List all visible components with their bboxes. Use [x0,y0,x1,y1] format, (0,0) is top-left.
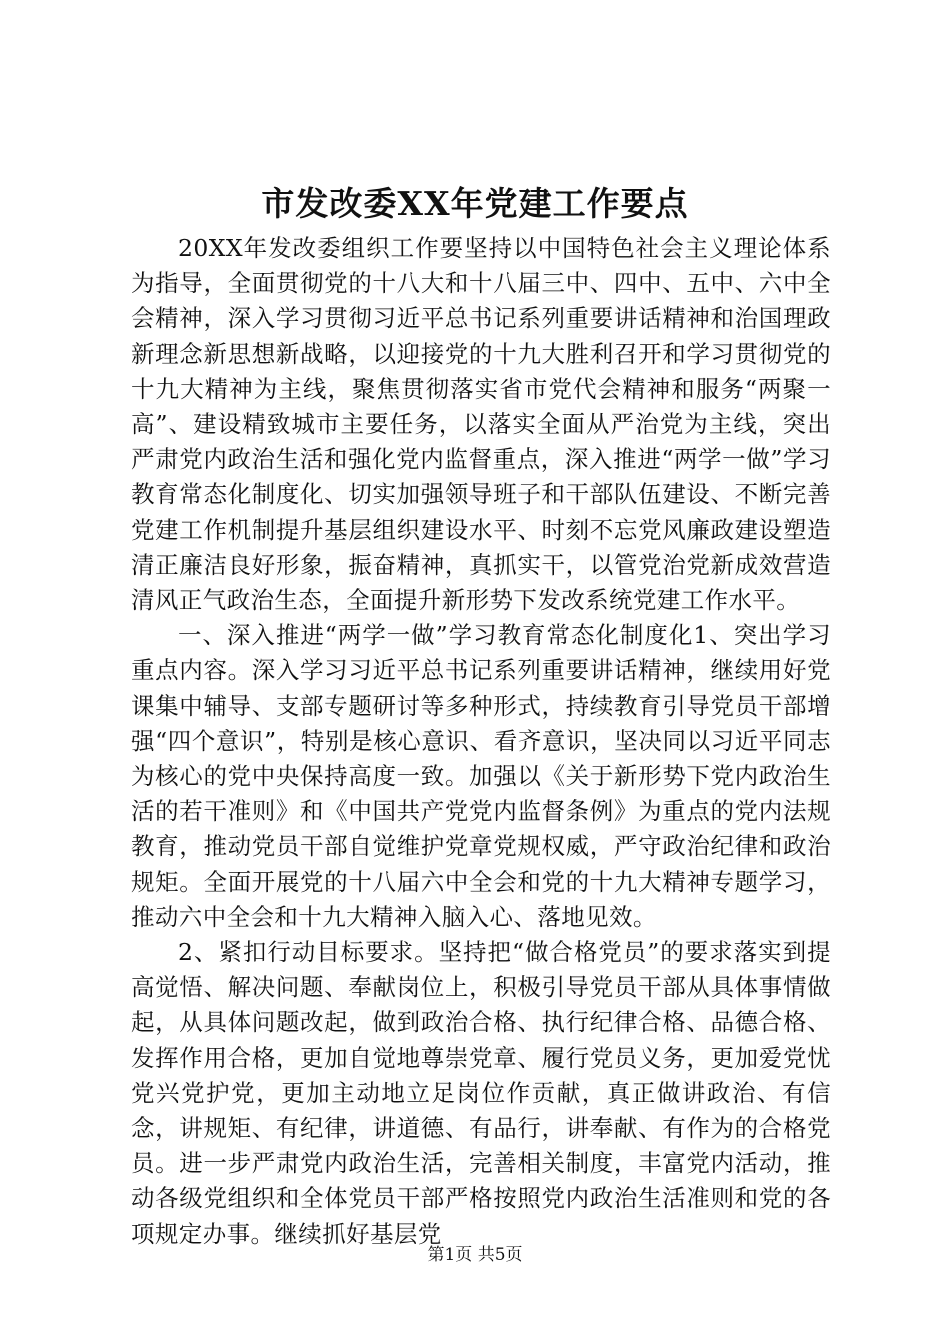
document-title: 市发改委XX年党建工作要点 [261,184,689,223]
document-body [131,231,831,1252]
paragraph-section-one: 一、深入推进“两学一做”学习教育常态化制度化1、突出学习重点内容。深入学习习近平总书记系列重要讲话精神，继续用好党课集中辅导、支部专题研讨等多种形式，持续教育引导党员干部增强“四个意识”，特别是核心意识、看齐意识，坚决同以习近平同志为核心的党中央保持高度一致。加强以《关于新形势下党内政治生活的若干准则》和《中国共产党党内监督条例》为重点的党内法规教育，推动党员干部自觉维护党章党规权威，严守政治纪律和政治规矩。全面开展党的十八届六中全会和党的十九大精神专题学习，推动六中全会和十九大精神入脑入心、落地见效。 [131,621,831,931]
paragraph-item-two: 2、紧扣行动目标要求。坚持把“做合格党员”的要求落实到提高觉悟、解决问题、奉献岗位上，积极引导党员干部从具体事情做起，从具体问题改起，做到政治合格、执行纪律合格、品德合格、发挥作用合格，更加自觉地尊崇党章、履行党员义务，更加爱党忧党兴党护党，更加主动地立足岗位作贡献，真正做讲政治、有信念，讲规矩、有纪律，讲道德、有品行，讲奉献、有作为的合格党员。进一步严肃党内政治生活，完善相关制度，丰富党内活动，推动各级党组织和全体党员干部严格按照党内政治生活准则和党的各项规定办事。继续抓好基层党 [131,938,831,1248]
paragraph-intro: 20XX年发改委组织工作要坚持以中国特色社会主义理论体系为指导，全面贯彻党的十八大和十八届三中、四中、五中、六中全会精神，深入学习贯彻习近平总书记系列重要讲话精神和治国理政新理念新思想新战略，以迎接党的十九大胜利召开和学习贯彻党的十九大精神为主线，聚焦贯彻落实省市党代会精神和服务“两聚一高”、建设精致城市主要任务，以落实全面从严治党为主线，突出严肃党内政治生活和强化党内监督重点，深入推进“两学一做”学习教育常态化制度化、切实加强领导班子和干部队伍建设、不断完善党建工作机制提升基层组织建设水平、时刻不忘党风廉政建设塑造清正廉洁良好形象，振奋精神，真抓实干，以管党治党新成效营造清风正气政治生态，全面提升新形势下发改系统党建工作水平。 [131,234,831,615]
page-number-footer: 第1页 共5页 [427,1245,523,1265]
